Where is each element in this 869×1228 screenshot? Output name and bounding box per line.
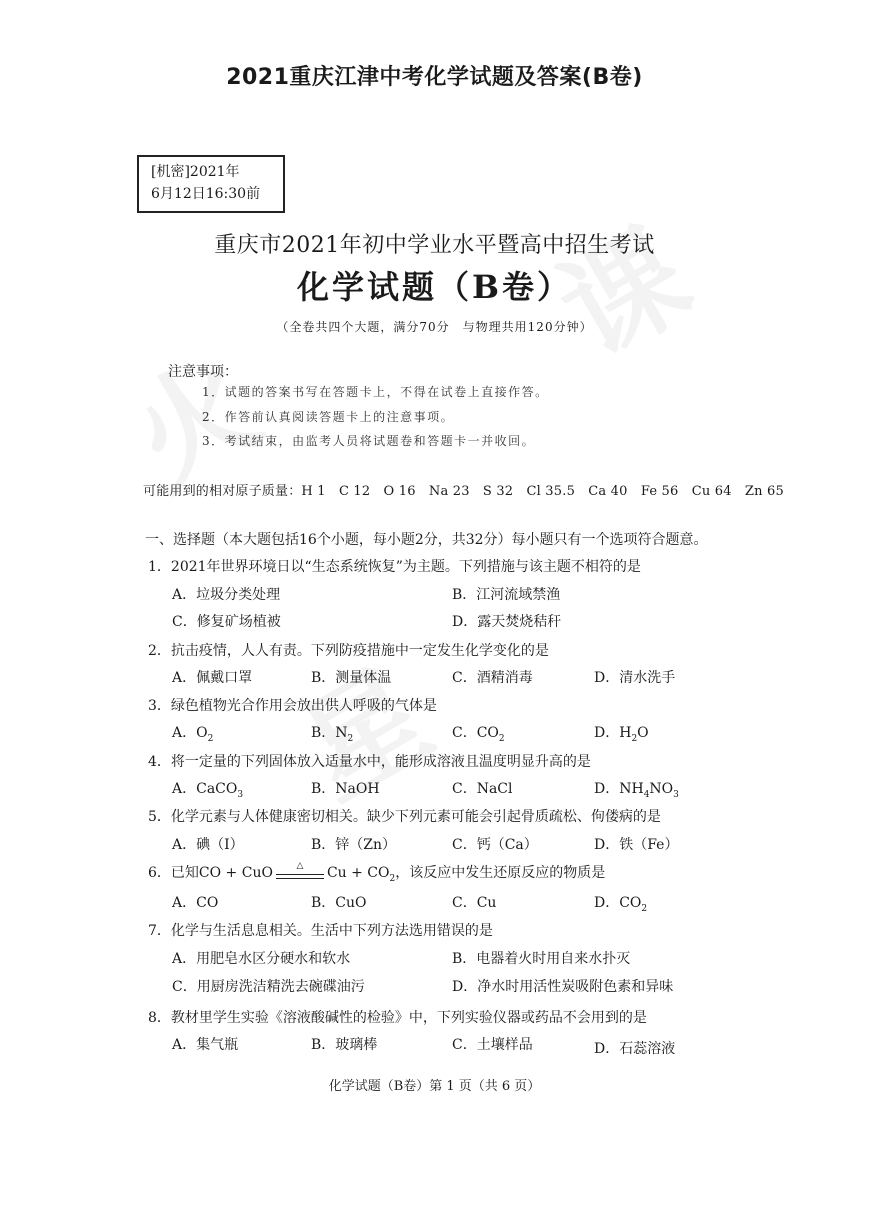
option-d: D．铁（Fe）: [594, 837, 679, 853]
notice-item: 3．考试结束，由监考人员将试题卷和答题卡一并收回。: [202, 434, 536, 448]
option-a: A．CaCO$_3$: [172, 781, 244, 800]
confidential-stamp: [137, 155, 285, 213]
option-b: B．电器着火时用自来水扑灭: [452, 951, 631, 967]
option-b: B．CuO: [311, 895, 367, 911]
confidential-line: 6月12日16:30前: [151, 186, 261, 202]
option-b: B．江河流域禁渔: [452, 587, 561, 603]
notice-item: 2．作答前认真阅读答题卡上的注意事项。: [202, 410, 455, 424]
option-d: D．石蕊溶液: [594, 1041, 676, 1057]
notice-item: 1．试题的答案书写在答题卡上，不得在试卷上直接作答。: [202, 385, 549, 399]
exam-note: （全卷共四个大题，满分70分 与物理共用120分钟）: [276, 320, 593, 334]
notice-title: 注意事项：: [168, 364, 238, 380]
option-c: C．NaCl: [452, 781, 513, 797]
confidential-line: [机密]2021年: [151, 164, 240, 180]
option-c: C．土壤样品: [452, 1037, 533, 1053]
question-stem: 2．抗击疫情，人人有责。下列防疫措施中一定发生化学变化的是: [148, 643, 549, 659]
option-b: B．锌（Zn）: [311, 837, 397, 853]
atomic-masses: 可能用到的相对原子质量：H 1 C 12 O 16 Na 23 S 32 Cl 35.5 Ca 40 Fe 56 Cu 64 Zn 65: [143, 484, 784, 499]
option-a: A．佩戴口罩: [172, 670, 253, 686]
question-stem: 1．2021年世界环境日以“生态系统恢复”为主题。下列措施与该主题不相符的是: [148, 559, 641, 575]
option-d: D．清水洗手: [594, 670, 676, 686]
option-c: C．用厨房洗洁精洗去碗碟油污: [172, 979, 365, 995]
question-stem: 6．已知CO + CuO △ $Cu + CO_2$，该反应中发生还原反应的物质是: [148, 861, 606, 884]
page-footer: 化学试题（B卷）第 1 页（共 6 页）: [328, 1079, 541, 1094]
question-stem: 3．绿色植物光合作用会放出供人呼吸的气体是: [148, 698, 437, 714]
heat-condition-sign: △: [276, 862, 324, 884]
option-a: A．用肥皂水区分硬水和软水: [172, 951, 351, 967]
option-a: A．碘（I）: [172, 837, 244, 853]
option-a: A．集气瓶: [172, 1037, 239, 1053]
option-c: C．Cu: [452, 895, 497, 911]
exam-subject: 化学试题（B卷）: [296, 268, 573, 306]
question-stem: 5．化学元素与人体健康密切相关。缺少下列元素可能会引起骨质疏松、佝偻病的是: [148, 809, 661, 825]
option-d: D．净水时用活性炭吸附色素和异味: [452, 979, 674, 995]
option-b: B．$N_2$: [311, 725, 354, 744]
option-a: A．$O_2$: [172, 725, 214, 744]
question-stem: 7．化学与生活息息相关。生活中下列方法选用错误的是: [148, 923, 493, 939]
option-a: A．垃圾分类处理: [172, 587, 281, 603]
exam-name: 重庆市2021年初中学业水平暨高中招生考试: [214, 233, 655, 258]
option-b: B．玻璃棒: [311, 1037, 378, 1053]
option-b: B．NaOH: [311, 781, 380, 797]
option-d: D．$NH_4NO_3$: [594, 781, 679, 800]
option-d: D．露天焚烧秸秆: [452, 614, 562, 630]
option-d: D．$CO_2$: [594, 895, 648, 914]
option-c: C．酒精消毒: [452, 670, 533, 686]
section-heading: 一、选择题（本大题包括16个小题，每小题2分，共32分）每小题只有一个选项符合题意。: [145, 532, 708, 548]
option-c: C．修复矿场植被: [172, 614, 281, 630]
option-c: C．$CO_2$: [452, 725, 505, 744]
option-b: B．测量体温: [311, 670, 392, 686]
question-stem: 4．将一定量的下列固体放入适量水中，能形成溶液且温度明显升高的是: [148, 754, 591, 770]
option-c: C．钙（Ca）: [452, 837, 538, 853]
option-d: D．$H_2O$: [594, 725, 649, 744]
document-title: 2021重庆江津中考化学试题及答案(B卷): [226, 65, 643, 90]
question-stem: 8．教材里学生实验《溶液酸碱性的检验》中，下列实验仪器或药品不会用到的是: [148, 1010, 647, 1026]
option-a: A．CO: [172, 895, 219, 911]
